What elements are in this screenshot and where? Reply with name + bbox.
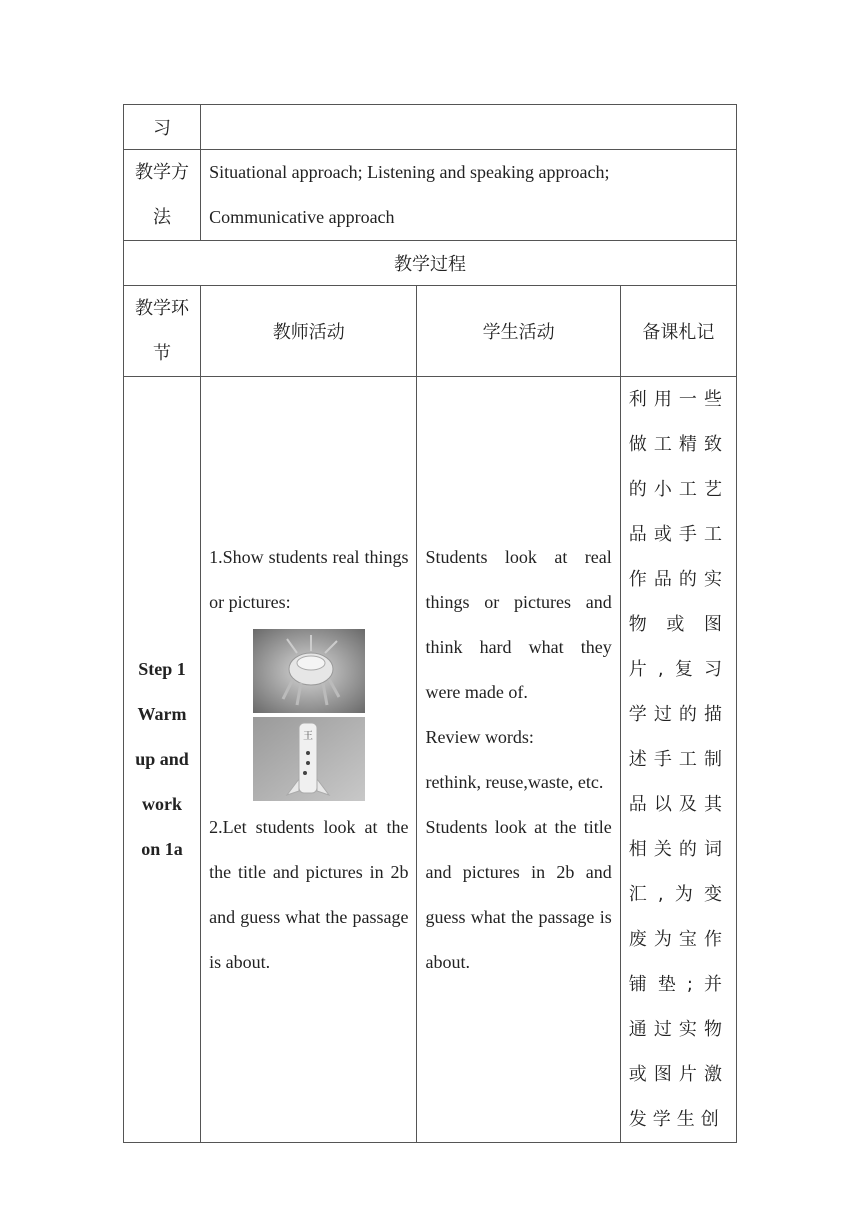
svg-text:王: 王 — [302, 730, 313, 742]
row-process — [124, 241, 737, 286]
header-teacher: 教师活动 — [201, 286, 417, 377]
step1-label-text: Step 1 Warm up and work on 1a — [135, 659, 189, 859]
method-line-2: Communicative approach — [209, 207, 395, 227]
student-activity-2: Review words: — [425, 726, 534, 747]
header-stage — [124, 286, 201, 377]
row-practice — [124, 105, 737, 150]
row-method — [124, 150, 737, 241]
row-header — [124, 286, 737, 377]
row-step1 — [124, 377, 737, 1143]
step1-teacher — [201, 377, 417, 1143]
method-content — [201, 150, 737, 241]
process-label: 教学过程 — [124, 241, 737, 286]
step1-notes: 利用一些做工精致的小工艺品或手工作品的实物或图片,复习学过的描述手工制品以及其相关的词汇,为变废为宝作铺垫;并通过实物或图片激发学生创 — [620, 377, 736, 1143]
header-stage-text: 教学环节 — [135, 298, 190, 364]
student-activity-1: Students look at real things or pictures and think hard what they were made of. — [425, 546, 612, 702]
craft-photo-1 — [253, 629, 365, 713]
method-label — [124, 150, 201, 241]
craft-photo-2 — [253, 717, 365, 801]
practice-label: 习 — [124, 105, 201, 150]
student-activity-4: Students look at the title and pictures in 2b and guess what the passage is about. — [425, 816, 612, 972]
teacher-activity-2: 2.Let students look at the the title and pictures in 2b and guess what the passage is about. — [209, 816, 409, 972]
header-notes: 备课札记 — [620, 286, 736, 377]
practice-content — [201, 105, 737, 150]
method-line-1: Situational approach; Listening and speaking approach; — [209, 162, 610, 182]
teacher-activity-1: 1.Show students real things or pictures: — [209, 546, 409, 612]
student-activity-3: rethink, reuse,waste, etc. — [425, 771, 604, 792]
method-label-text: 教学方法 — [135, 162, 190, 228]
header-student: 学生活动 — [417, 286, 620, 377]
lesson-plan-table — [123, 104, 737, 1143]
step1-label — [124, 377, 201, 1143]
step1-student — [417, 377, 620, 1143]
